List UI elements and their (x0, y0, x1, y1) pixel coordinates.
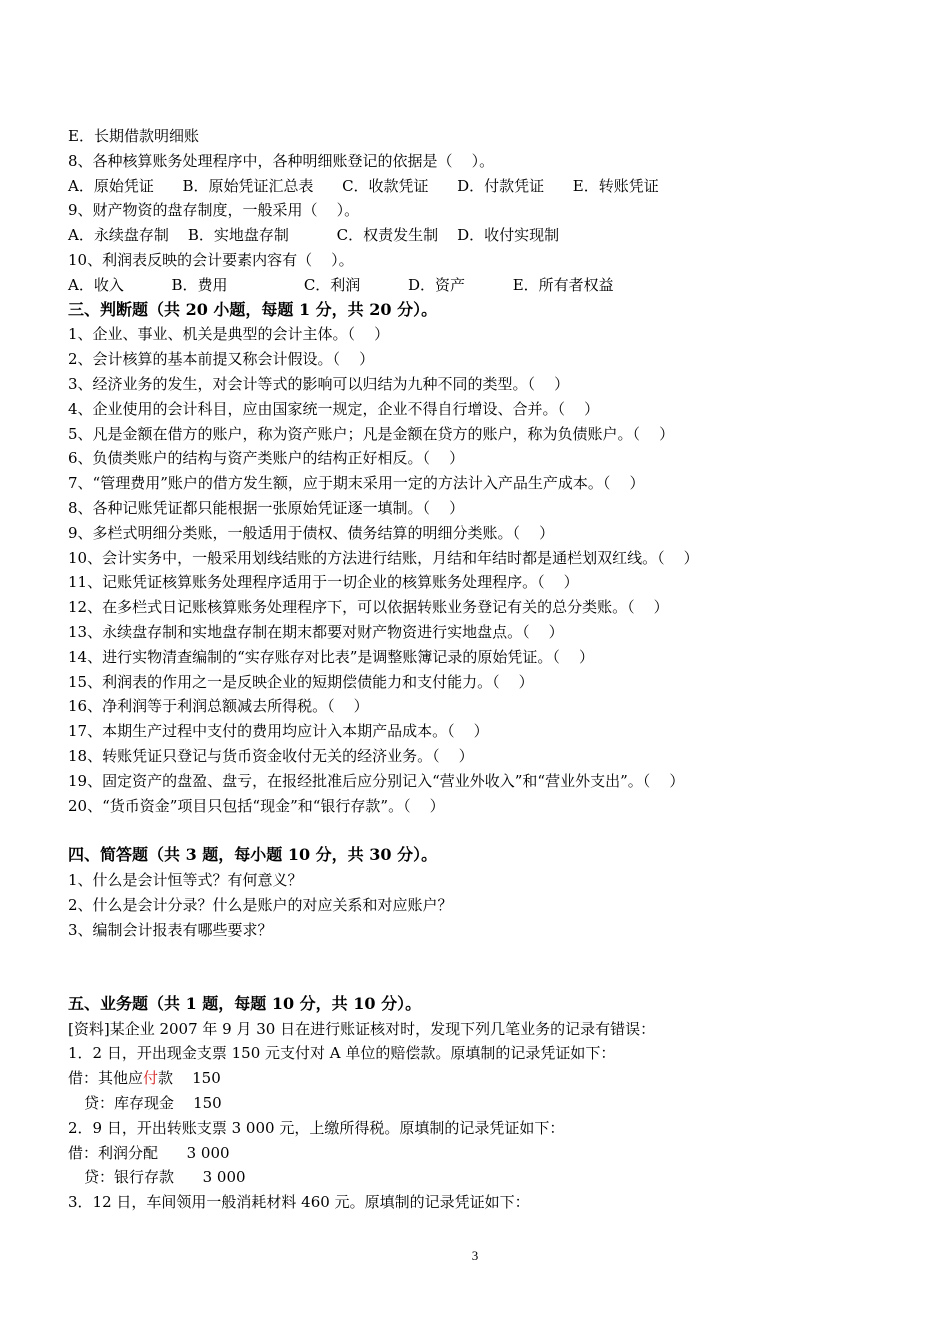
short-answer-item: 1、什么是会计恒等式？有何意义？ (68, 870, 303, 889)
question-9: 9、财产物资的盘存制度，一般采用（ ）。 (68, 201, 360, 220)
case-1-credit: 贷：库存现金 150 (84, 1094, 222, 1113)
tf-item: 1、企业、事业、机关是典型的会计主体。（ ） (68, 325, 390, 344)
debit-text: 借：其他应 (68, 1069, 144, 1088)
case-material: [资料]某企业 2007 年 9 月 30 日在进行账证核对时，发现下列几笔业务的记录有错误： (68, 1019, 656, 1038)
highlighted-char: 付 (143, 1069, 159, 1088)
case-1-debit (68, 1066, 898, 1091)
question-9-options: A．永续盘存制 B．实地盘存制 C．权责发生制 D．收付实现制 (68, 226, 560, 245)
tf-item: 5、凡是金额在借方的账户，称为资产账户；凡是金额在贷方的账户，称为负债账户。（ ） (68, 424, 675, 443)
tf-item: 12、在多栏式日记账核算账务处理程序下，可以依据转账业务登记有关的总分类账。（ ） (68, 598, 669, 617)
case-3: 3．12 日，车间领用一般消耗材料 460 元。原填制的记录凭证如下： (68, 1193, 530, 1212)
document-body (68, 124, 898, 1215)
case-2-credit: 贷：银行存款 3 000 (84, 1168, 246, 1187)
tf-item: 19、固定资产的盘盈、盘亏，在报经批准后应分别记入“营业外收入”和“营业外支出”。（ ） (68, 771, 685, 790)
spacer (68, 942, 898, 992)
page-number: 3 (471, 1248, 479, 1263)
tf-item: 13、永续盘存制和实地盘存制在期末都要对财产物资进行实地盘点。（ ） (68, 622, 564, 641)
tf-item: 2、会计核算的基本前提又称会计假设。（ ） (68, 350, 375, 369)
section3-heading: 三、判断题（共 20 小题，每题 1 分，共 20 分）。 (68, 299, 438, 319)
case-2-debit: 借：利润分配 3 000 (68, 1143, 230, 1162)
tf-item: 3、经济业务的发生，对会计等式的影响可以归结为九种不同的类型。（ ） (68, 374, 570, 393)
tf-item: 11、记账凭证核算账务处理程序适用于一切企业的核算账务处理程序。（ ） (68, 573, 579, 592)
short-answer-item: 2、什么是会计分录？什么是账户的对应关系和对应账户？ (68, 895, 453, 914)
text-line: E．长期借款明细账 (68, 127, 199, 145)
question-8-options: A．原始凭证 B．原始凭证汇总表 C．收款凭证 D．付款凭证 E．转账凭证 (68, 176, 659, 195)
tf-item: 8、各种记账凭证都只能根据一张原始凭证逐一填制。（ ） (68, 498, 465, 517)
tf-item: 9、多栏式明细分类账，一般适用于债权、债务结算的明细分类账。（ ） (68, 523, 555, 542)
question-10: 10、利润表反映的会计要素内容有（ ）。 (68, 250, 354, 269)
tf-item: 6、负债类账户的结构与资产类账户的结构正好相反。（ ） (68, 449, 465, 468)
tf-item: 17、本期生产过程中支付的费用均应计入本期产品成本。（ ） (68, 722, 489, 741)
tf-item: 16、净利润等于利润总额减去所得税。（ ） (68, 697, 369, 716)
tf-item: 14、进行实物清查编制的“实存账存对比表”是调整账簿记录的原始凭证。（ ） (68, 647, 594, 666)
section5-heading: 五、业务题（共 1 题，每题 10 分，共 10 分）。 (68, 993, 422, 1013)
tf-item: 7、“管理费用”账户的借方发生额，应于期末采用一定的方法计入产品生产成本。（ ） (68, 474, 645, 493)
debit-amount: 款 150 (158, 1069, 221, 1088)
case-2: 2．9 日，开出转账支票 3 000 元，上缴所得税。原填制的记录凭证如下： (68, 1118, 565, 1137)
question-8: 8、各种核算账务处理程序中，各种明细账登记的依据是（ ）。 (68, 151, 495, 170)
question-10-options: A．收入 B．费用 C．利润 D．资产 E．所有者权益 (68, 275, 614, 294)
tf-item: 10、会计实务中，一般采用划线结账的方法进行结账，月结和年结时都是通栏划双红线。（ ） (68, 548, 699, 567)
section4-heading: 四、简答题（共 3 题，每小题 10 分，共 30 分）。 (68, 845, 438, 865)
spacer (68, 818, 898, 843)
case-1: 1．2 日，开出现金支票 150 元支付对 A 单位的赔偿款。原填制的记录凭证如下： (68, 1044, 616, 1063)
tf-item: 4、企业使用的会计科目，应由国家统一规定，企业不得自行增设、合并。（ ） (68, 399, 600, 418)
tf-item: 18、转账凭证只登记与货币资金收付无关的经济业务。（ ） (68, 746, 474, 765)
short-answer-item: 3、编制会计报表有哪些要求？ (68, 920, 273, 939)
tf-item: 20、“货币资金”项目只包括“现金”和“银行存款”。（ ） (68, 796, 445, 815)
tf-item: 15、利润表的作用之一是反映企业的短期偿债能力和支付能力。（ ） (68, 672, 534, 691)
